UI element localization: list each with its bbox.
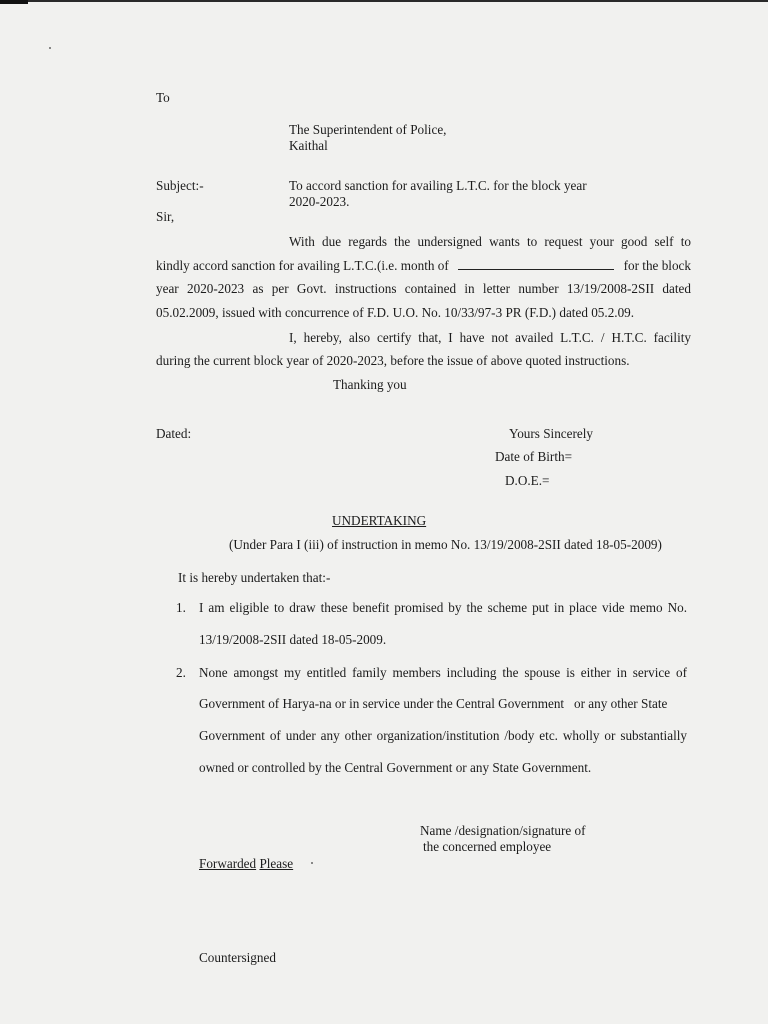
undertaking-heading: UNDERTAKING xyxy=(332,513,427,528)
date-of-birth-label: Date of Birth= xyxy=(495,449,573,464)
please-word: Please xyxy=(259,856,294,871)
month-blank xyxy=(458,258,614,270)
forwarded-word: Forwarded xyxy=(199,856,257,871)
forwarded-please xyxy=(199,856,293,872)
item-1-line-1: I am eligible to draw these benefit promised by the scheme put in place vide memo No. xyxy=(199,600,687,615)
item-2-line-1: None amongst my entitled family members including the spouse is either in service of xyxy=(199,665,687,680)
scan-speck xyxy=(49,47,51,49)
undertaking-under-para: (Under Para I (iii) of instruction in memo No. 13/19/2008-2SII dated 18-05-2009) xyxy=(229,537,662,552)
subject-label: Subject:- xyxy=(156,178,204,193)
undertaking-intro: It is hereby undertaken that:- xyxy=(178,570,331,585)
addressee-line-2: Kaithal xyxy=(289,138,328,153)
item-2-line-3: Government of under any other organization/institution /body etc. wholly or substantially xyxy=(199,728,687,743)
item-1-line-2: 13/19/2008-2SII dated 18-05-2009. xyxy=(199,632,387,647)
para1-line-3: year 2020-2023 as per Govt. instructions contained in letter number 13/19/2008-2SII dated xyxy=(156,281,691,296)
dated-label: Dated: xyxy=(156,426,192,441)
thanking-you: Thanking you xyxy=(333,377,407,392)
item-2-number: 2. xyxy=(176,665,186,680)
yours-sincerely: Yours Sincerely xyxy=(509,426,594,441)
addressee-line-1: The Superintendent of Police, xyxy=(289,122,447,137)
signature-line-1: Name /designation/signature of xyxy=(420,823,586,838)
doe-label: D.O.E.= xyxy=(505,473,550,488)
subject-line-2: 2020-2023. xyxy=(289,194,350,209)
item-1-number: 1. xyxy=(176,600,186,615)
para1-line-2-after: for the block xyxy=(623,258,691,273)
subject-line-1: To accord sanction for availing L.T.C. for the block year xyxy=(289,178,587,193)
para1-line-1: With due regards the undersigned wants to request your good self to xyxy=(289,234,691,249)
para1-line-2 xyxy=(156,258,691,274)
item-2-line-2: Government of Harya-na or in service under the Central Government or any other State xyxy=(199,696,668,711)
signature-line-2: the concerned employee xyxy=(423,839,552,854)
para2-line-1: I, hereby, also certify that, I have not availed L.T.C. / H.T.C. facility xyxy=(289,330,691,345)
para2-line-2: during the current block year of 2020-2023, before the issue of above quoted instructions. xyxy=(156,353,630,368)
scan-top-mark xyxy=(0,0,28,4)
countersigned: Countersigned xyxy=(199,950,276,965)
scan-speck xyxy=(311,862,313,864)
para1-line-2-before: kindly accord sanction for availing L.T.C.(i.e. month of xyxy=(156,258,449,273)
scan-top-edge xyxy=(0,0,768,2)
item-2-line-4: owned or controlled by the Central Government or any State Government. xyxy=(199,760,592,775)
salutation: Sir, xyxy=(156,209,175,224)
to-label: To xyxy=(156,90,170,105)
para1-line-4: 05.02.2009, issued with concurrence of F.D. U.O. No. 10/33/97-3 PR (F.D.) dated 05.2.09. xyxy=(156,305,635,320)
